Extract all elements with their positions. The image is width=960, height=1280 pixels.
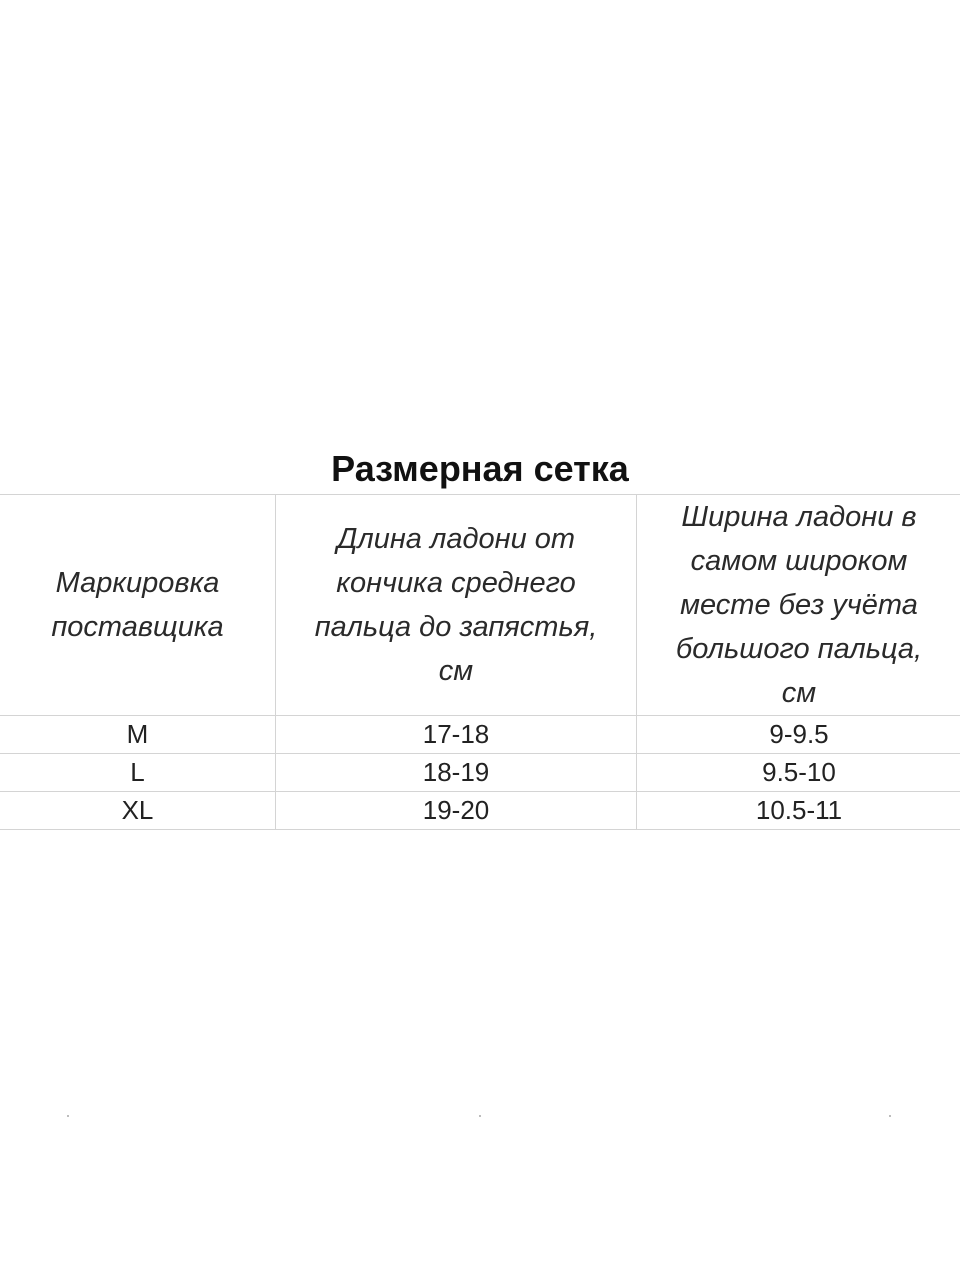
cell-palm-width: 9-9.5	[637, 716, 960, 754]
decorative-dot	[479, 1115, 481, 1117]
cell-palm-length: 18-19	[276, 754, 637, 792]
table-row	[0, 754, 960, 792]
header-line: Маркировка	[55, 567, 220, 599]
page-title: Размерная сетка	[331, 448, 629, 489]
size-chart-table	[0, 494, 960, 830]
table-row	[0, 792, 960, 830]
cell-palm-width: 9.5-10	[637, 754, 960, 792]
cell-size: L	[0, 754, 276, 792]
header-line: см	[781, 677, 817, 709]
header-line: месте без учёта	[680, 589, 918, 621]
decorative-dot	[67, 1115, 69, 1117]
header-line: самом широком	[690, 545, 908, 577]
table-row	[0, 716, 960, 754]
cell-palm-width: 10.5-11	[637, 792, 960, 830]
header-line: поставщика	[51, 611, 224, 643]
cell-palm-length: 17-18	[276, 716, 637, 754]
header-line: большого пальца,	[675, 633, 923, 665]
header-line: пальца до запястья,	[314, 611, 598, 643]
header-cell-supplier-marking	[0, 495, 276, 716]
cell-size: XL	[0, 792, 276, 830]
header-cell-palm-length	[276, 495, 637, 716]
decorative-dot	[889, 1115, 891, 1117]
header-cell-palm-width	[637, 495, 960, 716]
cell-palm-length: 19-20	[276, 792, 637, 830]
cell-size: M	[0, 716, 276, 754]
table-header-row	[0, 495, 960, 716]
header-line: Длина ладони от	[336, 523, 576, 555]
header-line: Ширина ладони в	[681, 501, 917, 533]
header-line: см	[438, 655, 474, 687]
header-line: кончика среднего	[336, 567, 576, 599]
